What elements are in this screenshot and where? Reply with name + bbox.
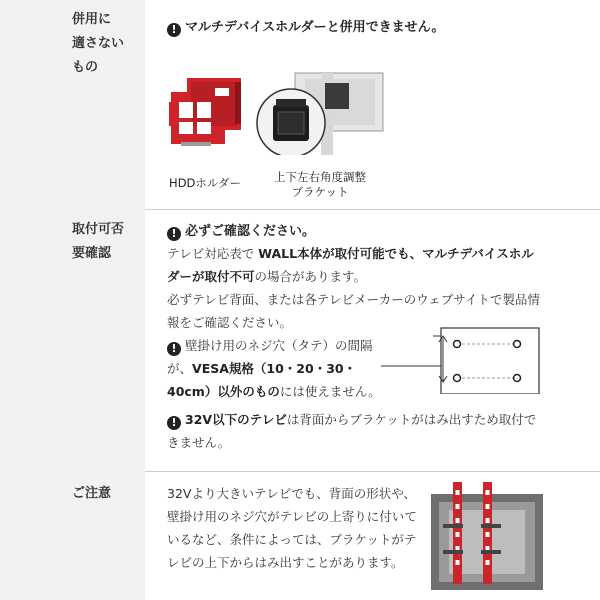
incompatible-content	[145, 0, 600, 210]
exclamation-circle-icon: !	[167, 342, 181, 356]
text-span: 壁掛け用のネジ穴（タテ）の間隔が、	[167, 338, 373, 376]
caption-line: ブラケット	[291, 185, 349, 199]
label-line: もの	[72, 60, 99, 75]
label-line: 要確認	[72, 246, 112, 261]
check-heading	[167, 220, 315, 241]
caution-paragraph: 32Vより大きいテレビでも、背面の形状や、壁掛け用のネジ穴がテレビの上寄りに付いているなど、条件によっては、ブラケットがテレビの上下からはみ出すことがあります。	[167, 486, 417, 570]
bracket-caption	[255, 170, 385, 200]
label-line: ご注意	[72, 486, 112, 501]
tv-back-bracket-image	[427, 480, 545, 592]
bracket-image	[253, 55, 385, 155]
incompatible-row	[0, 0, 600, 210]
label-line: 取付可否	[72, 222, 125, 237]
incompatible-notice	[167, 16, 444, 37]
vesa-diagram	[381, 324, 541, 394]
emphasis-span: VESA規格（10・20・30・40cm）以外のもの	[167, 361, 357, 399]
label-line: 適さない	[72, 36, 125, 51]
text-span: は背面からブラケットがはみ出すため取付できません。	[167, 412, 537, 450]
label-line: 併用に	[72, 12, 112, 27]
mount-check-row	[0, 210, 600, 472]
emphasis-span: WALL本体が取付可能でも、マルチデバイスホルダーが取付不可	[167, 246, 534, 284]
caution-label	[0, 472, 145, 600]
mount-check-label	[0, 210, 145, 472]
text-span: には使えません。	[279, 384, 381, 399]
incompatible-label	[0, 0, 145, 210]
mount-check-content	[145, 210, 600, 472]
text-span: テレビ対応表で	[167, 246, 259, 261]
size-paragraph	[167, 408, 542, 454]
exclamation-circle-icon: !	[167, 23, 181, 37]
exclamation-circle-icon: !	[167, 227, 181, 241]
caption-line: 上下左右角度調整	[274, 170, 366, 184]
exclamation-circle-icon: !	[167, 416, 181, 430]
hdd-holder-image	[167, 72, 249, 152]
compat-paragraph	[167, 242, 542, 288]
caution-content	[145, 472, 600, 600]
caution-row	[0, 472, 600, 600]
text-span: の場合があります。	[254, 269, 367, 284]
product-info-paragraph: 必ずテレビ背面、または各テレビメーカーのウェブサイトで製品情報をご確認ください。	[167, 292, 540, 330]
hdd-holder-caption: HDDホルダー	[169, 176, 241, 190]
check-heading-text: 必ずご確認ください。	[185, 224, 316, 239]
notice-text: マルチデバイスホルダーと併用できません。	[185, 20, 445, 35]
emphasis-span: 32V以下のテレビ	[185, 412, 287, 427]
vesa-paragraph	[167, 334, 392, 403]
